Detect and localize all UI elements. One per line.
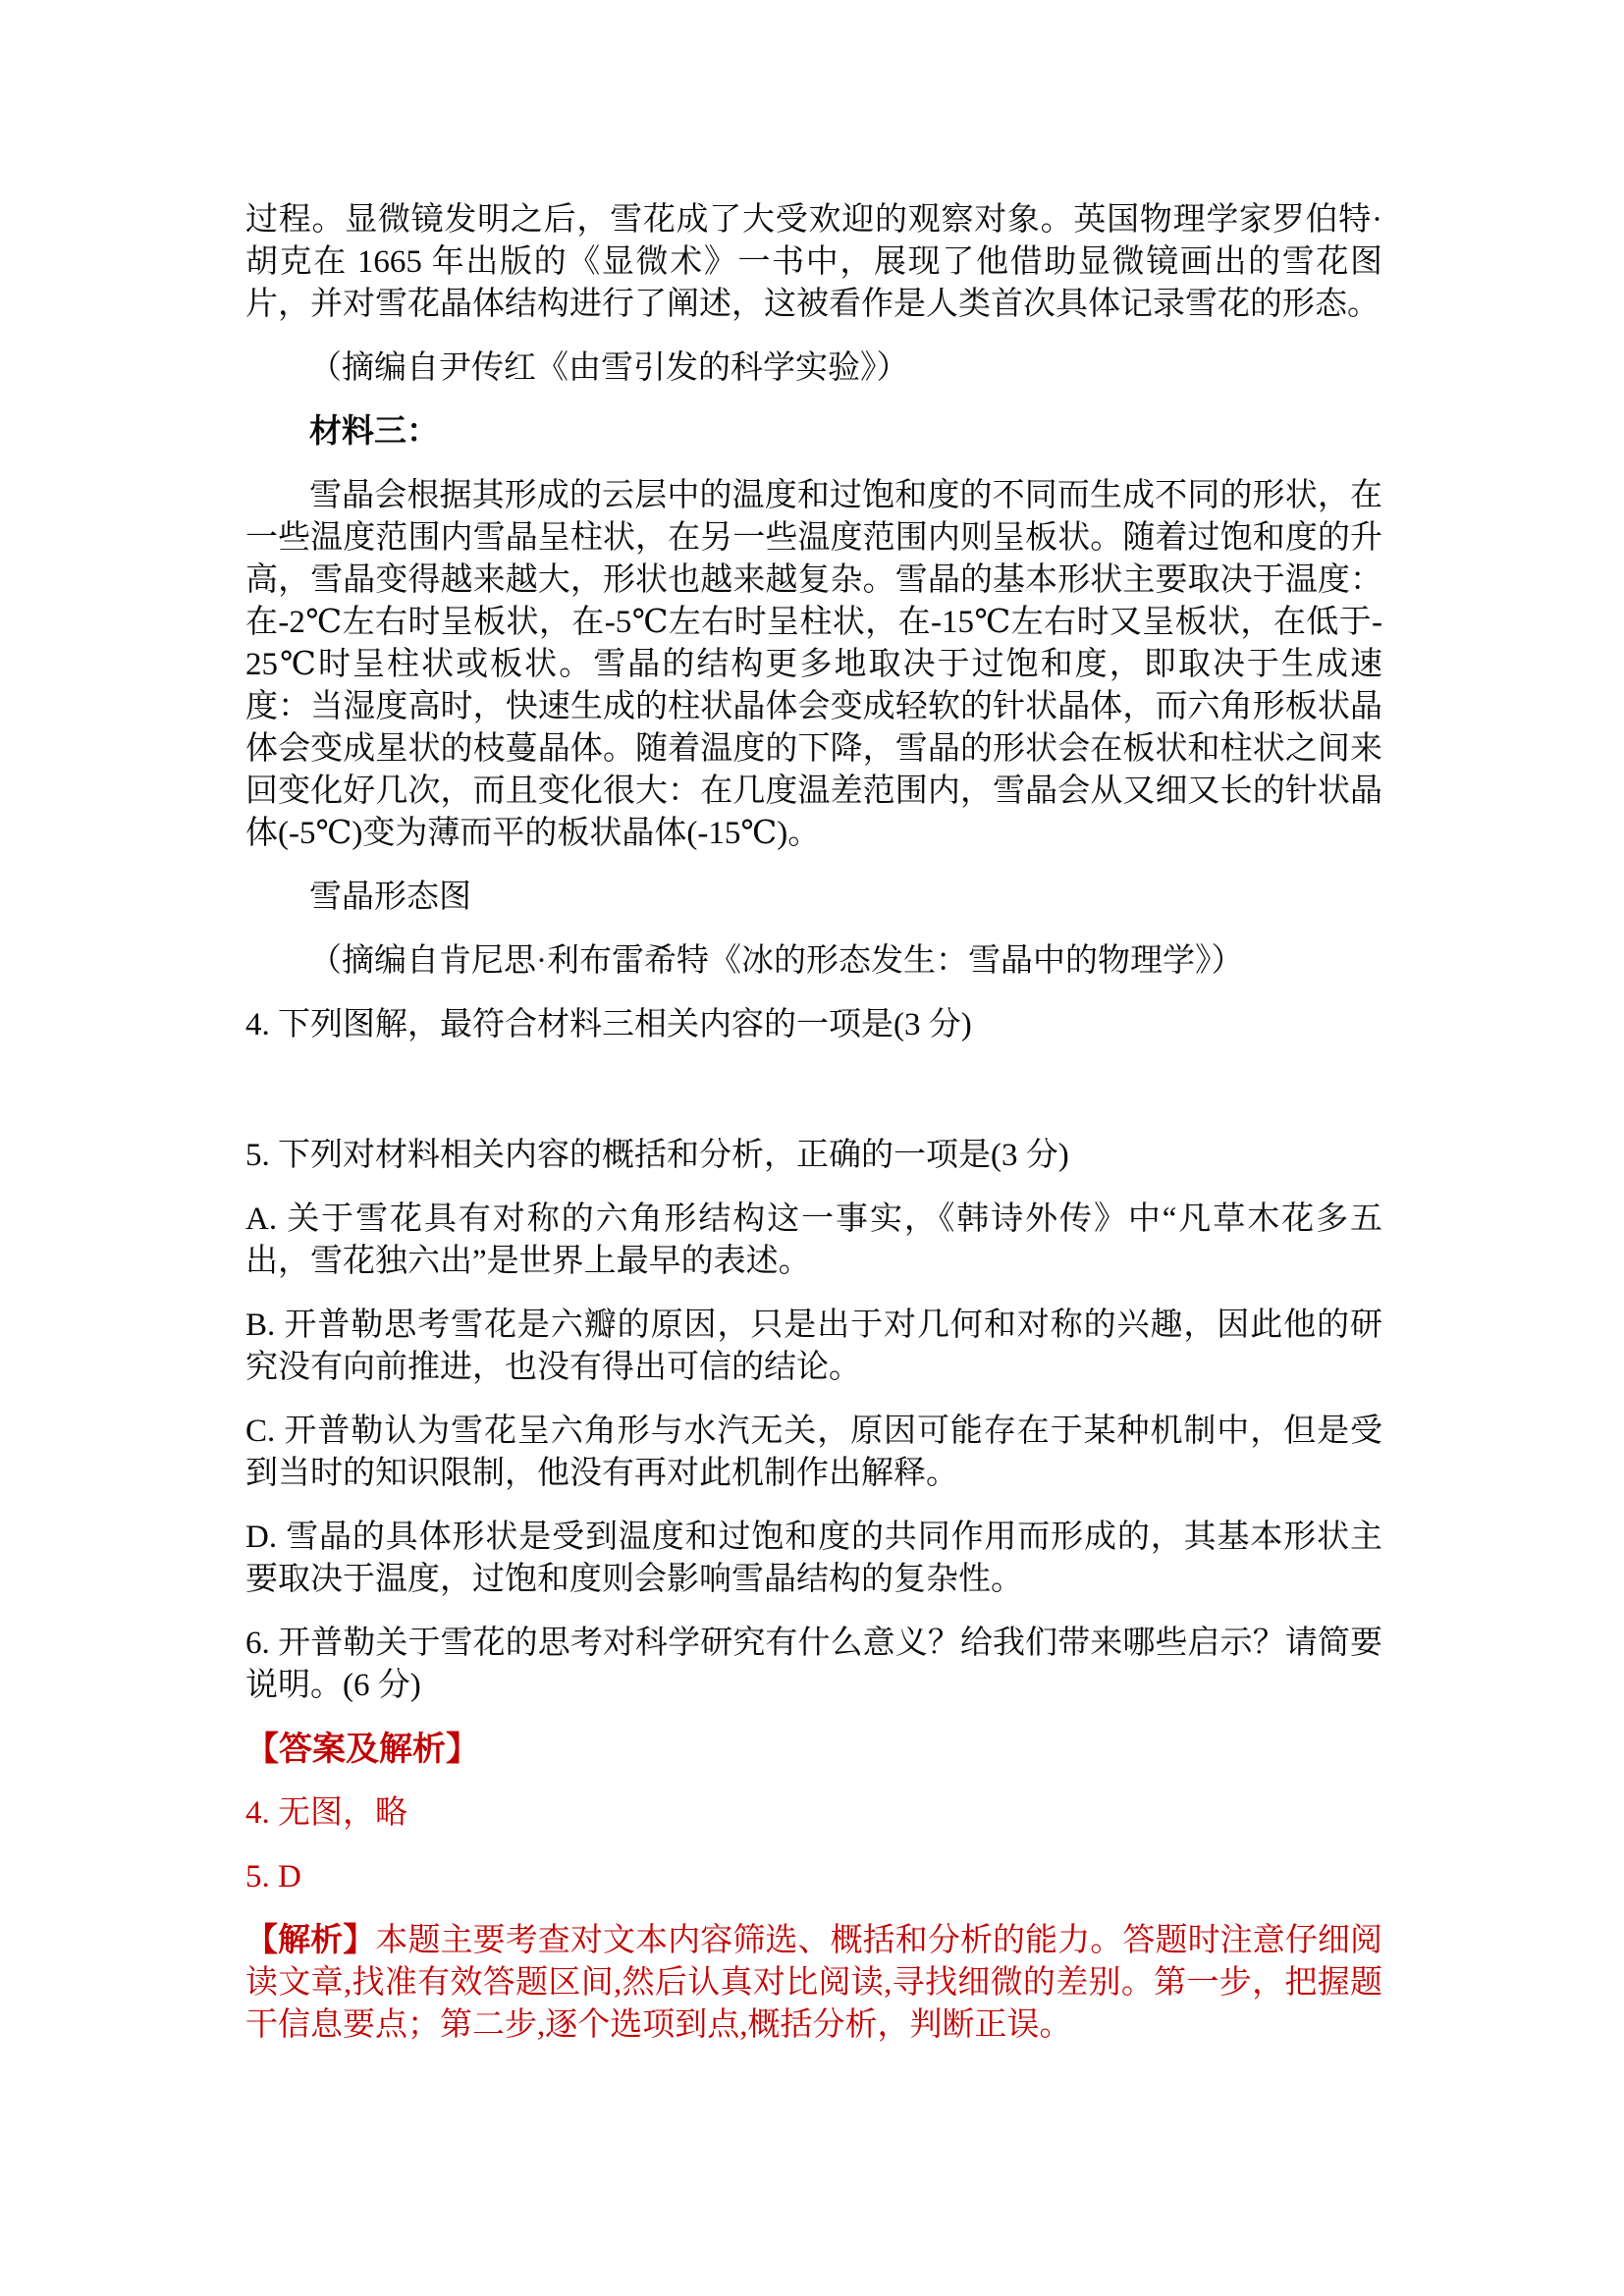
answer-section-header: 【答案及解析】 bbox=[245, 1732, 479, 1768]
question-4: 4. 下列图解，最符合材料三相关内容的一项是(3 分) bbox=[245, 1007, 972, 1042]
analysis-label: 【解析】 bbox=[245, 1923, 376, 1958]
question-5-option-c: C. 开普勒认为雪花呈六角形与水汽无关，原因可能存在于某种机制中，但是受到当时的知识限制，他没有再对此机制作出解释。 bbox=[245, 1414, 1382, 1491]
figure-caption: 雪晶形态图 bbox=[309, 880, 471, 915]
material2-continuation-paragraph: 过程。显微镜发明之后，雪花成了大受欢迎的观察对象。英国物理学家罗伯特·胡克在 1665 年出版的《显微术》一书中，展现了他借助显微镜画出的雪花图片，并对雪花晶体结构进行了阐述，这被看作是人类首次具体记录雪花的形态。 bbox=[245, 202, 1382, 322]
question-5-option-d: D. 雪晶的具体形状是受到温度和过饱和度的共同作用而形成的，其基本形状主要取决于温度，过饱和度则会影响雪晶结构的复杂性。 bbox=[245, 1520, 1382, 1597]
material2-citation: （摘编自尹传红《由雪引发的科学实验》） bbox=[309, 350, 909, 386]
analysis-text: 本题主要考查对文本内容筛选、概括和分析的能力。答题时注意仔细阅读文章,找准有效答题区间,然后认真对比阅读,寻找细微的差别。第一步，把握题干信息要点；第二步,逐个选项到点,概括分析，判断正误。 bbox=[245, 1923, 1383, 2043]
question-5-option-b: B. 开普勒思考雪花是六瓣的原因，只是出于对几何和对称的兴趣，因此他的研究没有向前推进，也没有得出可信的结论。 bbox=[245, 1308, 1382, 1385]
answer-5: 5. D bbox=[245, 1859, 301, 1895]
analysis-paragraph bbox=[245, 1920, 1382, 2047]
question-5: 5. 下列对材料相关内容的概括和分析，正确的一项是(3 分) bbox=[245, 1138, 1069, 1173]
answer-4: 4. 无图，略 bbox=[245, 1795, 407, 1831]
question-5-option-a: A. 关于雪花具有对称的六角形结构这一事实，《韩诗外传》中“凡草木花多五出，雪花独六出”是世界上最早的表述。 bbox=[245, 1201, 1382, 1279]
material3-citation: （摘编自肯尼思·利布雷希特《冰的形态发生：雪晶中的物理学》） bbox=[309, 943, 1244, 979]
question-6: 6. 开普勒关于雪花的思考对科学研究有什么意义？给我们带来哪些启示？请简要说明。(6 分) bbox=[245, 1626, 1382, 1703]
material3-heading: 材料三： bbox=[309, 414, 439, 450]
material3-body-paragraph: 雪晶会根据其形成的云层中的温度和过饱和度的不同而生成不同的形状，在一些温度范围内雪晶呈柱状，在另一些温度范围内则呈板状。随着过饱和度的升高，雪晶变得越来越大，形状也越来越复杂。雪晶的基本形状主要取决于温度：在-2℃左右时呈板状，在-5℃左右时呈柱状，在-15℃左右时又呈板状，在低于-25℃时呈柱状或板状。雪晶的结构更多地取决于过饱和度，即取决于生成速度：当湿度高时，快速生成的柱状晶体会变成轻软的针状晶体，而六角形板状晶体会变成星状的枝蔓晶体。随着温度的下降，雪晶的形状会在板状和柱状之间来回变化好几次，而且变化很大：在几度温差范围内，雪晶会从又细又长的针状晶体(-5℃)变为薄而平的板状晶体(-15℃)。 bbox=[245, 478, 1382, 851]
document-content bbox=[245, 199, 1382, 2068]
